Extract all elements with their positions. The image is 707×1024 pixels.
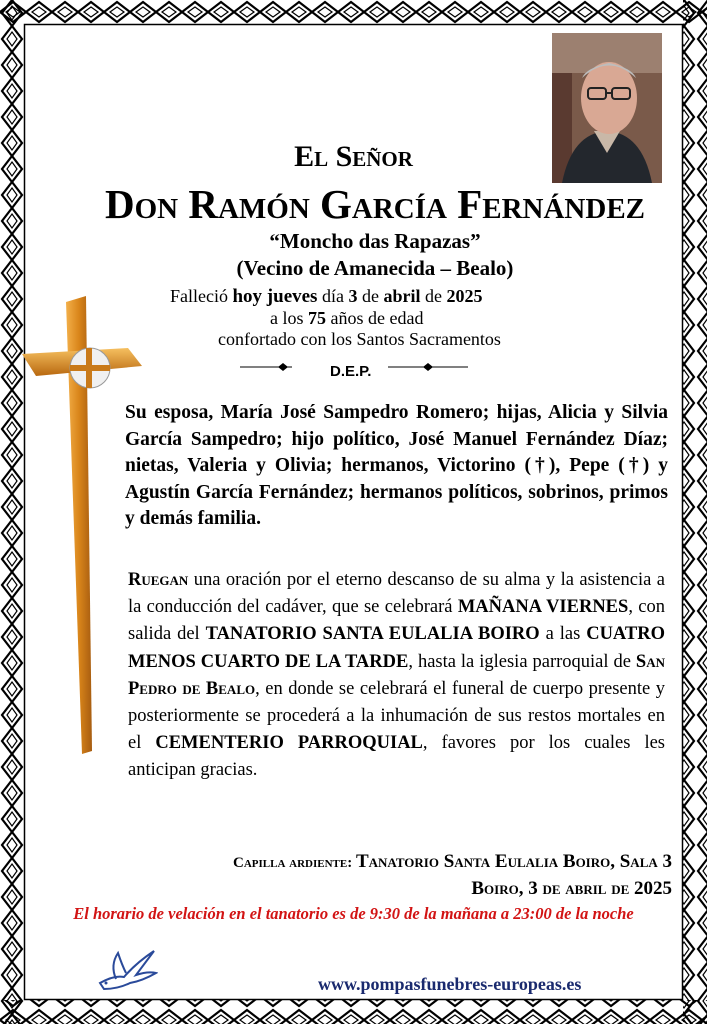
neighbor-of: (Vecino de Amanecida – Bealo) [236, 256, 514, 280]
capilla-ardiente: Capilla ardiente: Tanatorio Santa Eulalia Boiro, Sala 3 [233, 851, 672, 872]
family-paragraph: Su esposa, María José Sampedro Romero; hijas, Alicia y Silvia García Sampedro; hijo político, José Manuel Fernández Díaz; nietas, Valeria y Olivia; hermanos, Victorino (†), Pepe (†) y Agustín García Fernández; hermanos políticos, sobrinos, primos y demás familia. [125, 402, 668, 530]
death-line: Falleció hoy jueves día 3 de abril de 2025 [170, 286, 483, 307]
wake-schedule-notice: El horario de velación en el tanatorio es de 9:30 de la mañana a 23:00 de la noche [73, 904, 634, 923]
sacraments-line: confortado con los Santos Sacramentos [218, 329, 501, 349]
ruegan-paragraph: Ruegan una oración por el eterno descanso de su alma y la asistencia a la conducción del cadáver, que se celebrará MAÑANA VIERNES, con salida del TANATORIO SANTA EULALIA BOIRO a las CUATRO MENOS CUARTO DE LA TARDE, hasta la iglesia parroquial de San Pedro de Bealo, en donde se celebrará el funeral de cuerpo presente y posteriormente se procederá a la inhumación de sus restos mortales en el CEMENTERIO PARROQUIAL, favores por los cuales les anticipan gracias. [128, 570, 665, 781]
place-date: Boiro, 3 de abril de 2025 [471, 878, 672, 899]
age-line: a los 75 años de edad [270, 308, 424, 328]
nickname: “Moncho das Rapazas” [269, 229, 481, 253]
dep-text: D.E.P. [330, 363, 372, 380]
website-link[interactable]: www.pompasfunebres-europeas.es [318, 974, 582, 994]
dove-icon [96, 945, 158, 993]
title-senor: El Señor [294, 140, 413, 173]
deceased-name: Don Ramón García Fernández [104, 181, 646, 227]
